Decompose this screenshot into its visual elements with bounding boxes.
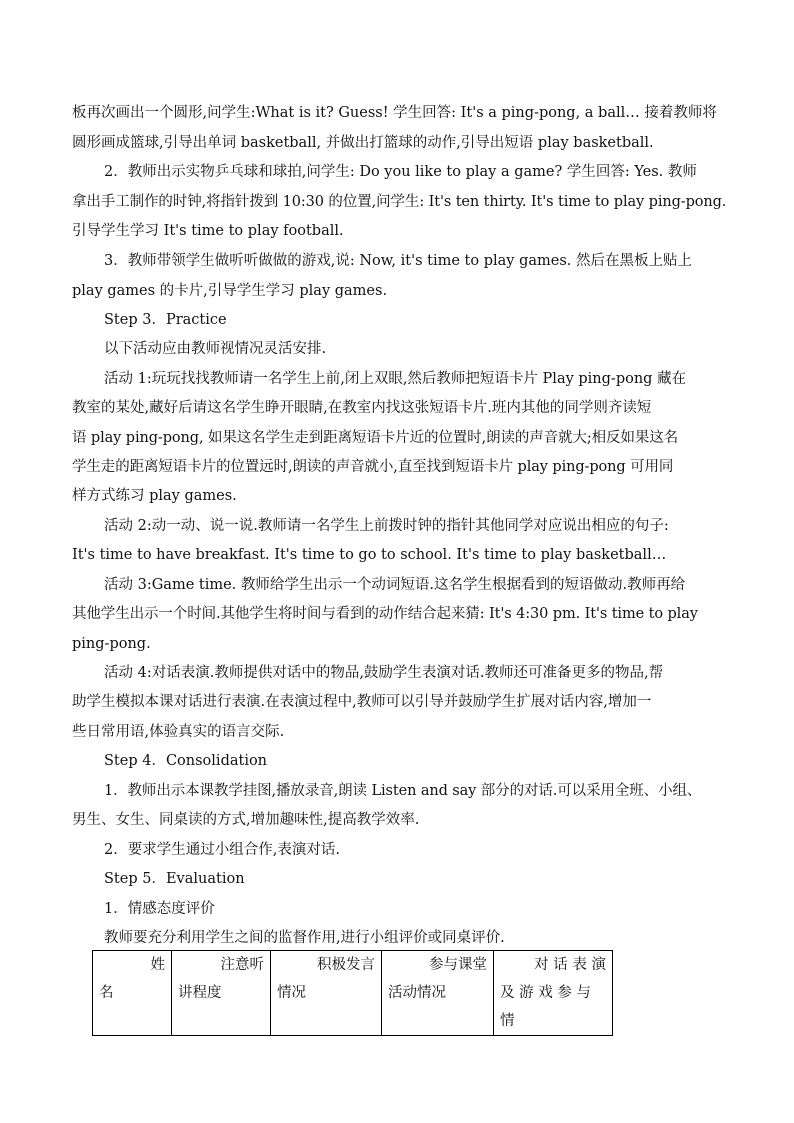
cell-text-top: 姓 [150, 957, 165, 973]
body-text-line: It's time to have breakfast. It's time to go to school. It's time to play basketball… [72, 547, 667, 563]
body-text-line: 样方式练习 play games. [72, 488, 237, 504]
body-text-line: 引导学生学习 It's time to play football. [72, 223, 344, 239]
evaluation-table [92, 950, 613, 1036]
body-text-line: 助学生模拟本课对话进行表演.在表演过程中,教师可以引导并鼓励学生扩展对话内容,增加一 [72, 694, 652, 710]
section-heading: Step 4．Consolidation [104, 753, 268, 769]
body-text-line: 学生走的距离短语卡片的位置远时,朗读的声音就小,直至找到短语卡片 play ping-pong 可用同 [72, 459, 674, 475]
body-text-line: 2．教师出示实物乒乓球和球拍,问学生: Do you like to play a game? 学生回答: Yes. 教师 [104, 164, 697, 180]
body-text-line: 1．情感态度评价 [104, 901, 215, 917]
body-text-line: 板再次画出一个圆形,问学生:What is it? Guess! 学生回答: It's a ping-pong, a ball… 接着教师将 [72, 105, 717, 121]
body-text-line: 些日常用语,体验真实的语言交际. [72, 724, 285, 740]
body-text-line: 拿出手工制作的时钟,将指针拨到 10:30 的位置,问学生: It's ten thirty. It's time to play ping-pong. [72, 194, 727, 210]
cell-text-bottom: 讲程度 [178, 985, 222, 1001]
cell-text-bottom: 情况 [277, 985, 306, 1001]
body-text-line: 男生、女生、同桌读的方式,增加趣味性,提高教学效率. [72, 812, 420, 828]
body-text-line: 活动 4:对话表演.教师提供对话中的物品,鼓励学生表演对话.教师还可准备更多的物品,帮 [104, 665, 664, 681]
table-header-cell [93, 951, 172, 1036]
cell-text-top: 对 话 表 演 [534, 957, 606, 973]
cell-text-top: 参与课堂 [429, 957, 487, 973]
body-text-line: 活动 2:动一动、说一说.教师请一名学生上前拨时钟的指针其他同学对应说出相应的句子: [104, 518, 669, 534]
table-header-cell [271, 951, 382, 1036]
section-heading: Step 5．Evaluation [104, 871, 245, 887]
body-text-line: 活动 1:玩玩找找教师请一名学生上前,闭上双眼,然后教师把短语卡片 Play ping-pong 藏在 [104, 371, 687, 387]
body-text-line: 1．教师出示本课教学挂图,播放录音,朗读 Listen and say 部分的对话.可以采用全班、小组、 [104, 783, 702, 799]
cell-text-top: 积极发言 [317, 957, 375, 973]
body-text-line: 教师要充分利用学生之间的监督作用,进行小组评价或同桌评价. [104, 930, 505, 946]
body-text-line: 2．要求学生通过小组合作,表演对话. [104, 842, 340, 858]
body-text-line: 其他学生出示一个时间.其他学生将时间与看到的动作结合起来猜: It's 4:30 pm. It's time to play [72, 606, 698, 622]
cell-text-bottom: 及 游 戏 参 与 情 [500, 985, 591, 1029]
body-text-line: play games 的卡片,引导学生学习 play games. [72, 283, 388, 299]
table-header-cell [382, 951, 494, 1036]
body-text-line: 活动 3:Game time. 教师给学生出示一个动词短语.这名学生根据看到的短语做动.教师再给 [104, 577, 686, 593]
body-text-line: 教室的某处,藏好后请这名学生睁开眼睛,在教室内找这张短语卡片.班内其他的同学则齐读短 [72, 400, 652, 416]
body-text-line: 语 play ping-pong, 如果这名学生走到距离短语卡片近的位置时,朗读的声音就大;相反如果这名 [72, 430, 679, 446]
cell-text-bottom: 名 [99, 985, 114, 1001]
body-text-line: 圆形画成篮球,引导出单词 basketball, 并做出打篮球的动作,引导出短语 play basketball. [72, 135, 654, 151]
section-heading: Step 3．Practice [104, 312, 227, 328]
table-row [93, 951, 613, 1036]
table-header-cell [494, 951, 613, 1036]
body-text-line: 3．教师带领学生做听听做做的游戏,说: Now, it's time to play games. 然后在黑板上贴上 [104, 253, 693, 269]
table-header-cell [172, 951, 271, 1036]
body-text-line: ping-pong. [72, 636, 151, 652]
body-text-line: 以下活动应由教师视情况灵活安排. [104, 341, 327, 357]
cell-text-bottom: 活动情况 [388, 985, 446, 1001]
cell-text-top: 注意听 [220, 957, 264, 973]
